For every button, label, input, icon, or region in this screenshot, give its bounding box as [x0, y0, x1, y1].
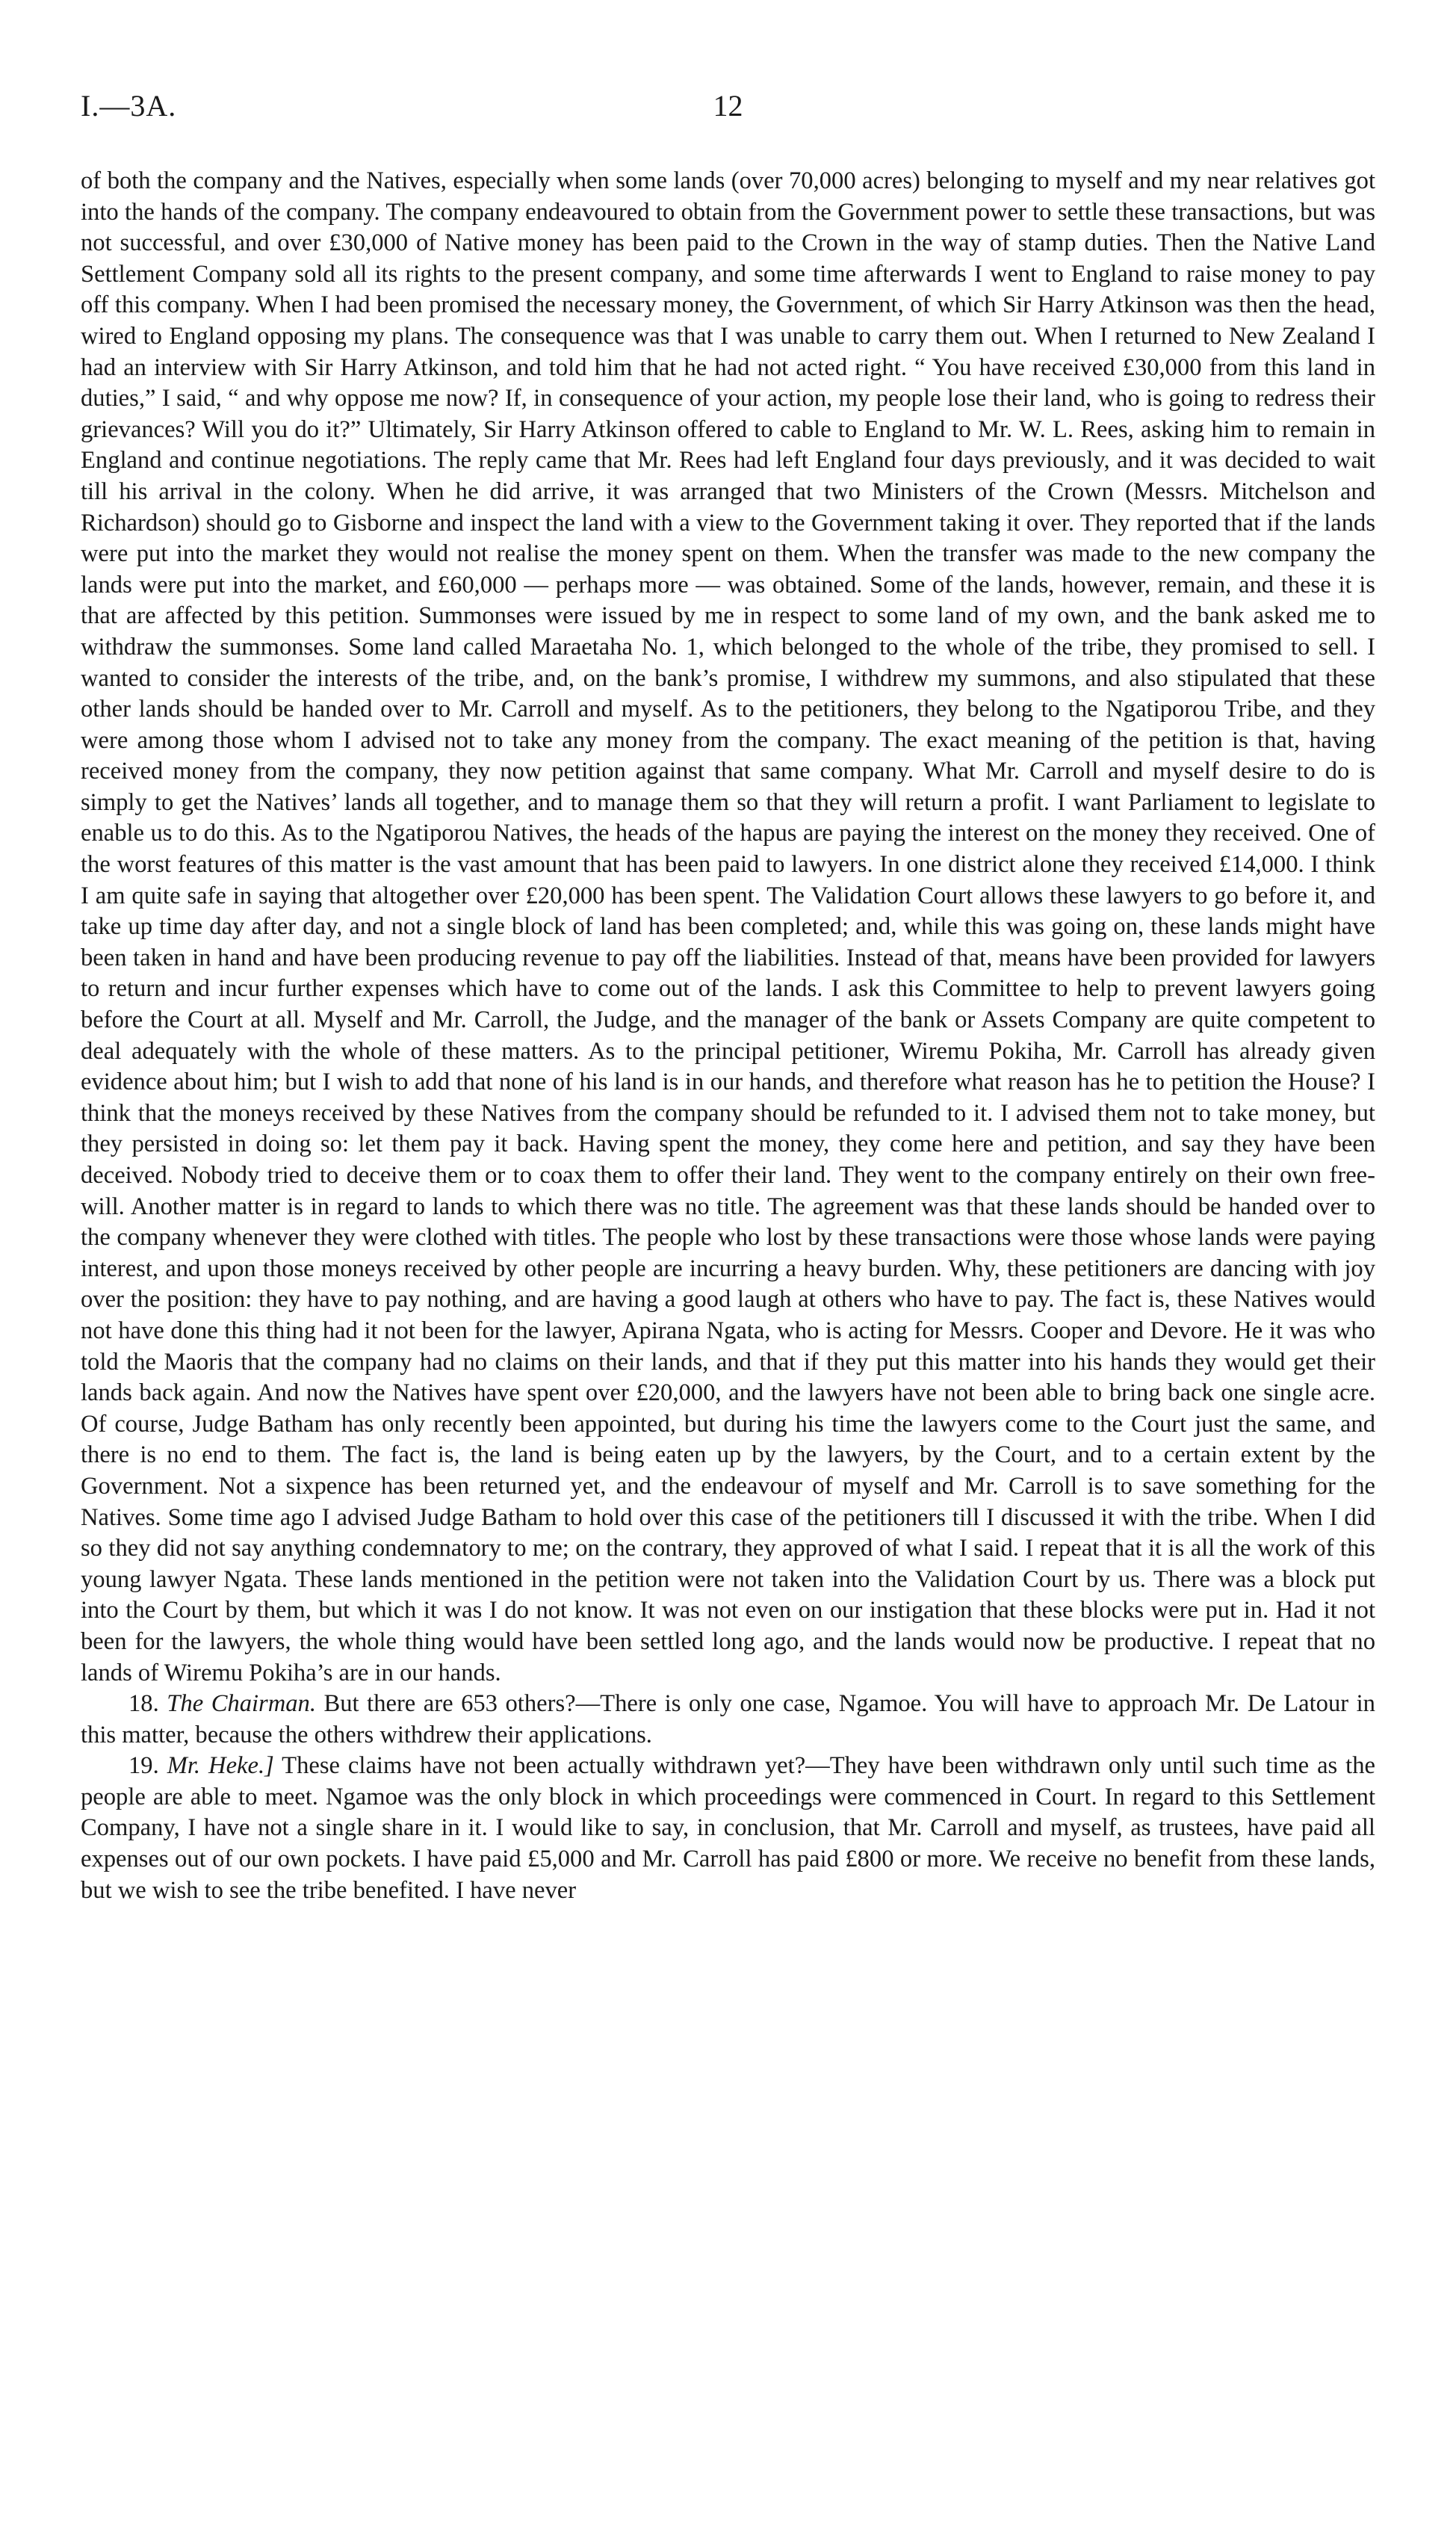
speaker-name: Mr. Heke.] [167, 1752, 274, 1780]
paragraph-evidence-continuation: of both the company and the Natives, especially when some lands (over 70,000 acres) belonging to myself and my near relatives got into the hands of the company. The company endeavoured to obtain from the Government power to settle these transactions, but was not successful, and over £30,000 of Native money has been paid to the Crown in the way of stamp duties. Then the Native Land Settlement Company sold all its rights to the present company, and some time afterwards I went to England to raise money to pay off this company. When I had been promised the necessary money, the Government, of which Sir Harry Atkinson was then the head, wired to England opposing my plans. The consequence was that I was unable to carry them out. When I returned to New Zealand I had an interview with Sir Harry Atkinson, and told him that he had not acted right. “ You have received £30,000 from this land in duties,” I said, “ and why oppose me now? If, in consequence of your action, my people lose their land, who is going to redress their grievances? Will you do it?” Ultimately, Sir Harry Atkinson offered to cable to England to Mr. W. L. Rees, asking him to remain in England and continue negotiations. The reply came that Mr. Rees had left England four days previously, and it was decided to wait till his arrival in the colony. When he did arrive, it was arranged that two Ministers of the Crown (Messrs. Mitchelson and Richardson) should go to Gisborne and inspect the land with a view to the Government taking it over. They reported that if the lands were put into the market they would not realise the money spent on them. When the transfer was made to the new company the lands were put into the market, and £60,000 — perhaps more — was obtained. Some of the lands, however, remain, and these it is that are affected by this petition. Summonses were issued by me in respect to some land of my own, and the bank asked me to withdraw the summonses. Some land called Maraetaha No. 1, which belonged to the whole of the tribe, they promised to sell. I wanted to consider the interests of the tribe, and, on the bank’s promise, I withdrew my summons, and also stipulated that these other lands should be handed over to Mr. Carroll and myself. As to the petitioners, they belong to the Ngatiporou Tribe, and they were among those whom I advised not to take any money from the company. The exact meaning of the petition is that, having received money from the company, they now petition against that same company. What Mr. Carroll and myself desire to do is simply to get the Natives’ lands all together, and to manage them so that they will return a profit. I want Parliament to legislate to enable us to do this. As to the Ngatiporou Natives, the heads of the hapus are paying the interest on the money they received. One of the worst features of this matter is the vast amount that has been paid to lawyers. In one district alone they received £14,000. I think I am quite safe in saying that altogether over £20,000 has been spent. The Validation Court allows these lawyers to go before it, and take up time day after day, and not a single block of land has been completed; and, while this was going on, these lands might have been taken in hand and have been producing revenue to pay off the liabilities. Instead of that, means have been provided for lawyers to return and incur further expenses which have to come out of the lands. I ask this Committee to help to prevent lawyers going before the Court at all. Myself and Mr. Carroll, the Judge, and the manager of the bank or Assets Company are quite competent to deal adequately with the whole of these matters. As to the principal petitioner, Wiremu Pokiha, Mr. Carroll has already given evidence about him; but I wish to add that none of his land is in our hands, and therefore what reason has he to petition the House? I think that the moneys received by these Natives from the company should be refunded to it. I advised them not to take money, but they persisted in doing so: let them pay it back. Having spent the money, they come here and petition, and say they have been deceived. Nobody tried to deceive them or to coax them to offer their land. They went to the company entirely on their own free-will. Another matter is in regard to lands to which there was no title. The agreement was that these lands should be handed over to the company whenever they were clothed with titles. The people who lost by these transactions were those whose lands were paying interest, and upon those moneys received by other people are incurring a heavy burden. Why, these petitioners are dancing with joy over the position: they have to pay nothing, and are having a good laugh at others who have to pay. The fact is, these Natives would not have done this thing had it not been for the lawyer, Apirana Ngata, who is acting for Messrs. Cooper and Devore. He it was who told the Maoris that the company had no claims on their lands, and that if they put this matter into his hands they would get their lands back again. And now the Natives have spent over £20,000, and the lawyers have not been able to bring back one single acre. Of course, Judge Batham has only recently been appointed, but during his time the lawyers come to the Court just the same, and there is no end to them. The fact is, the land is being eaten up by the lawyers, by the Court, and to a certain extent by the Government. Not a sixpence has been returned yet, and the endeavour of myself and Mr. Carroll is to save something for the Natives. Some time ago I advised Judge Batham to hold over this case of the petitioners till I discussed it with the tribe. When I did so they did not say anything condemnatory to me; on the contrary, they approved of what I said. I repeat that it is all the work of this young lawyer Ngata. These lands mentioned in the petition were not taken into the Validation Court by us. There was a block put into the Court by them, but which it was I do not know. It was not even on our instigation that these blocks were put in. Had it not been for the lawyers, the whole thing would have been settled long ago, and the lands would now be productive. I repeat that no lands of Wiremu Pokiha’s are in our hands. [81, 167, 1375, 1686]
question-text: These claims have not been actually withdrawn yet?—They have been withdrawn only until such time as the people are able to meet. Ngamoe was the only block in which proceedings were commenced in Court. In regard to this Settlement Company, I have not a single share in it. I would like to say, in conclusion, that Mr. Carroll and myself, as trustees, have paid all expenses out of our own pockets. I have paid £5,000 and Mr. Carroll has paid £800 or more. We receive no benefit from these lands, but we wish to see the tribe benefited. I have never [81, 1752, 1375, 1904]
paragraph-question-18 [81, 1689, 1375, 1751]
page-header [81, 88, 1375, 133]
question-text: But there are 653 others?—There is only one case, Ngamoe. You will have to approach Mr. De Latour in this matter, because the others withdrew their applications. [81, 1690, 1375, 1748]
document-reference: I.—3A. [81, 89, 177, 123]
paragraph-question-19 [81, 1751, 1375, 1906]
question-number: 19. [128, 1752, 159, 1780]
body-text [81, 166, 1375, 1906]
speaker-name: The Chairman. [167, 1690, 316, 1718]
page-number: 12 [713, 89, 743, 123]
question-number: 18. [128, 1690, 159, 1718]
